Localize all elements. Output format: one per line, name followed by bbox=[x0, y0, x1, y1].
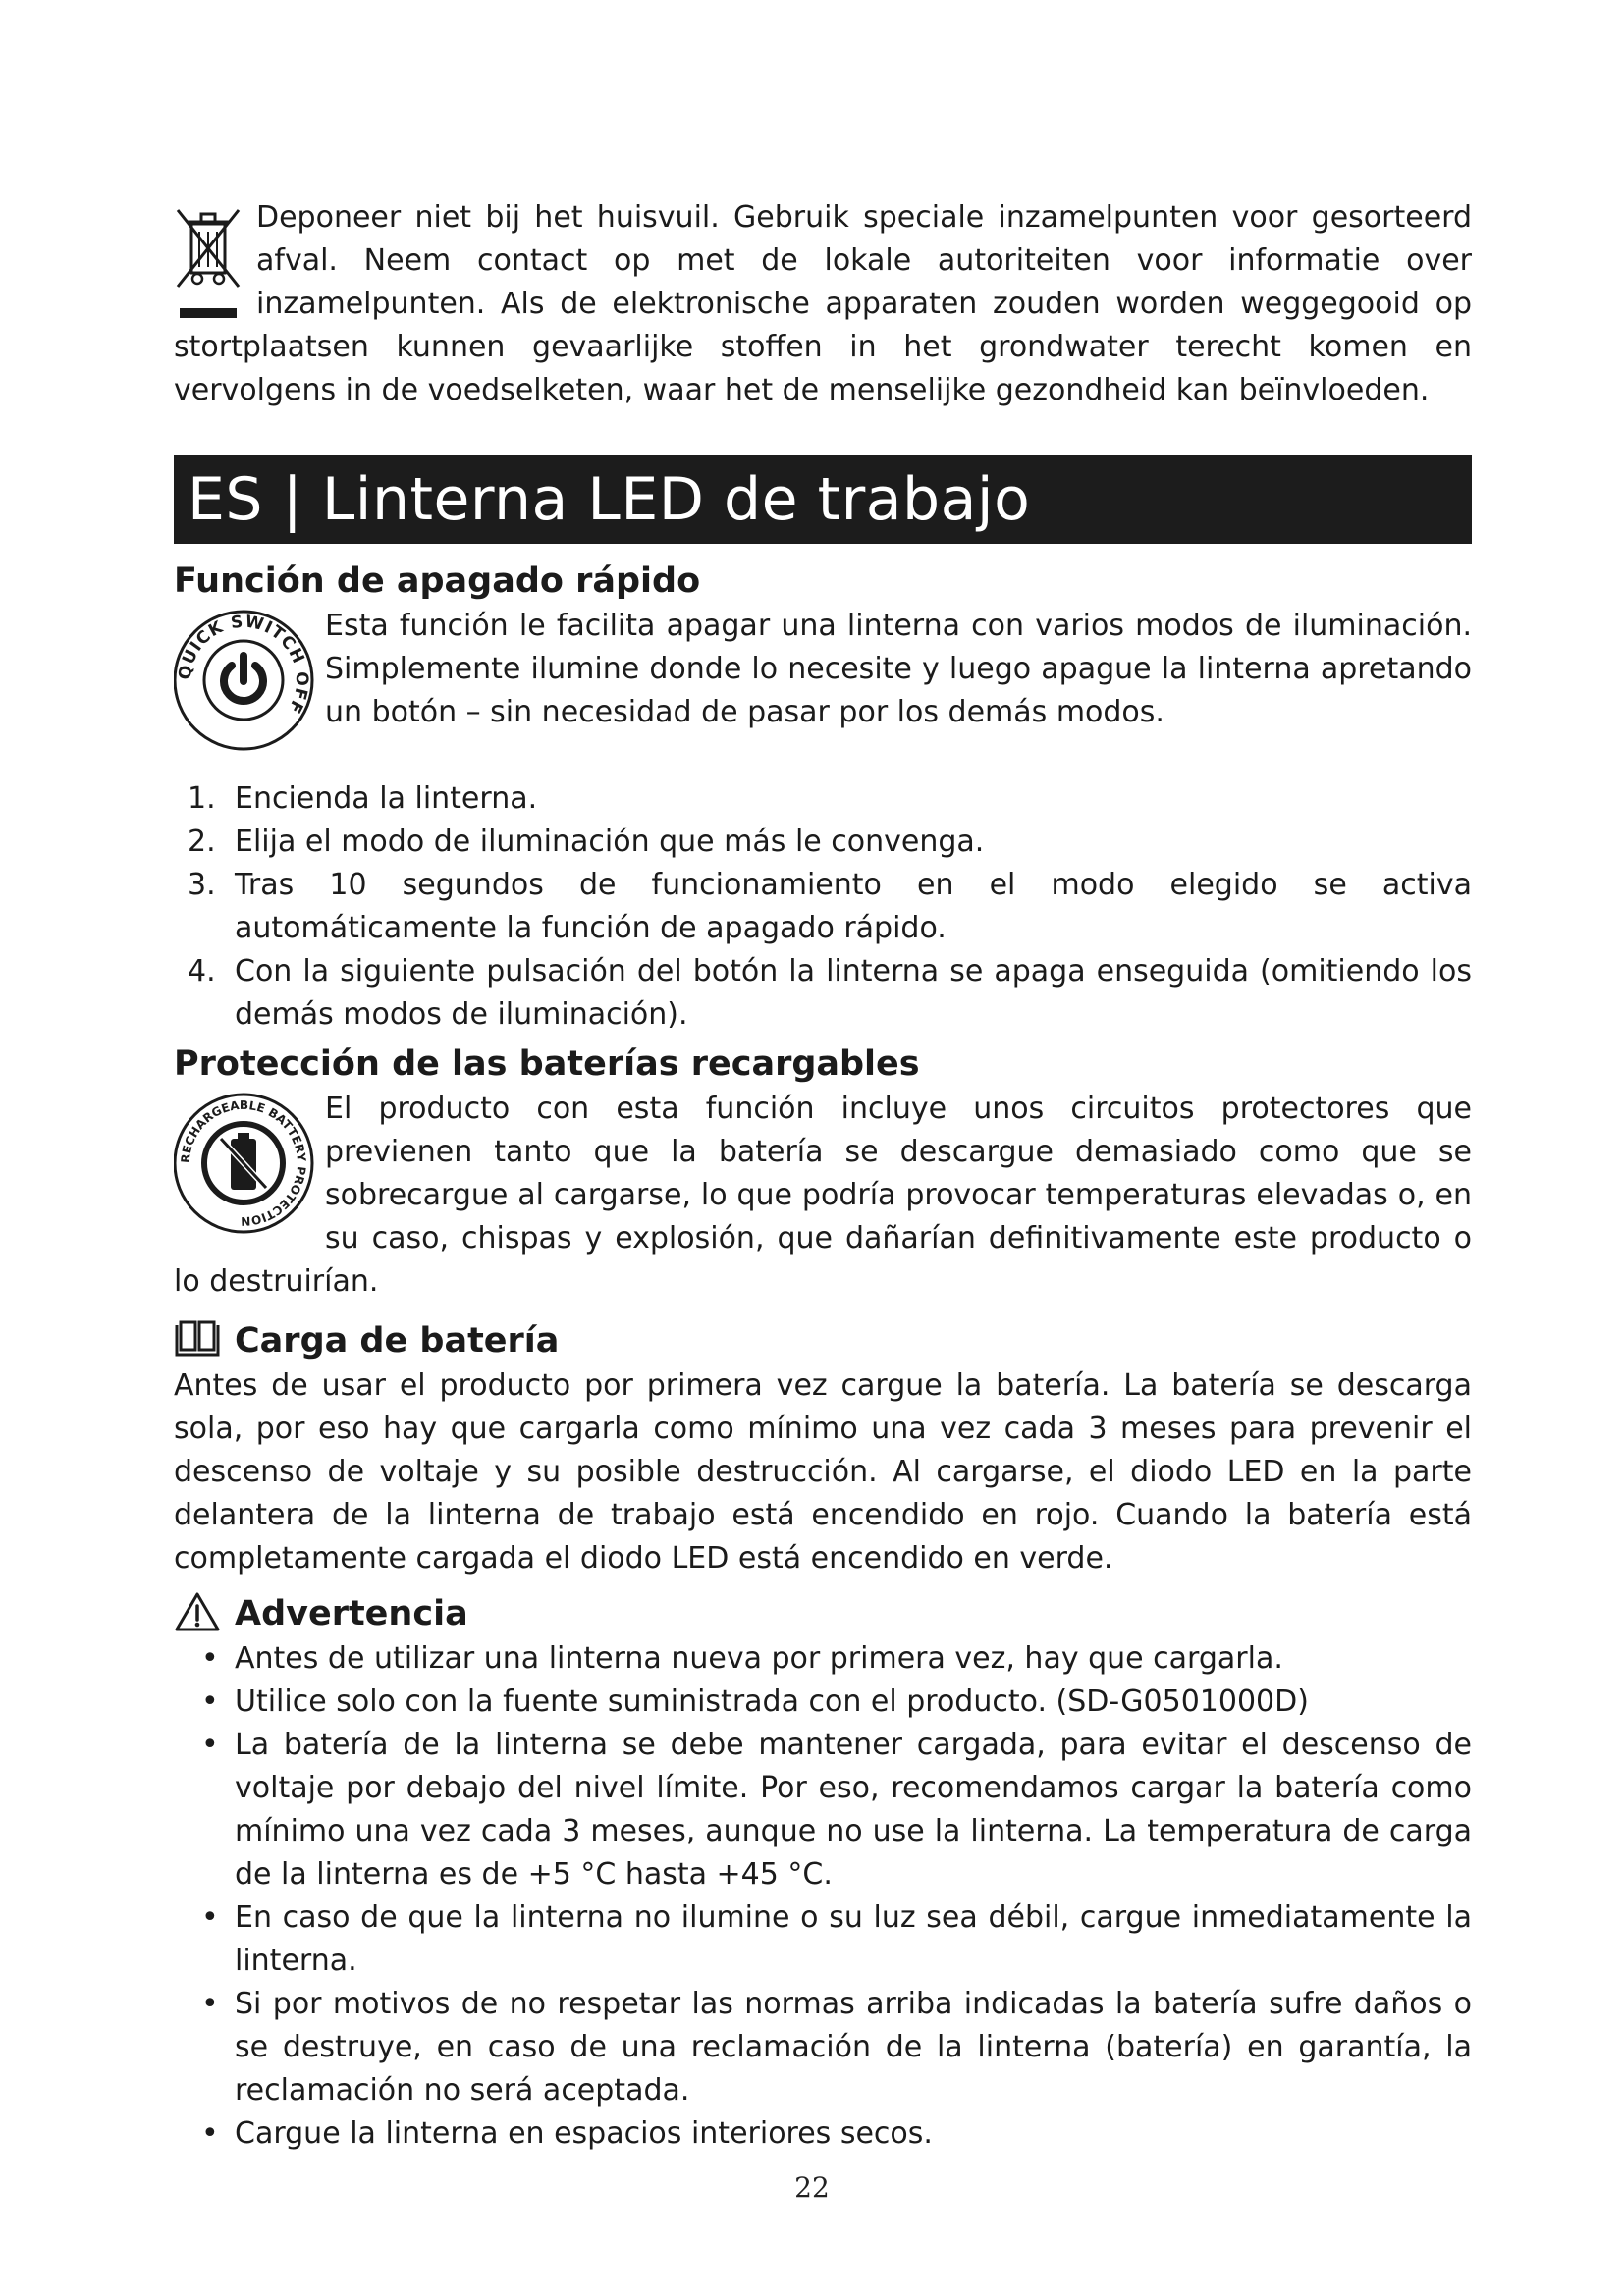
battery-protection-text: El producto con esta función incluye unos circuitos protectores que previenen tanto que la batería se descargue demasiado como que se sobrecargue al cargarse, lo que podría provocar temperaturas elevadas o, en su caso, chispas y explosión, que dañarían definitivamente este producto o lo destruirían. bbox=[174, 1092, 1472, 1299]
charging-text: Antes de usar el producto por primera vez cargue la batería. La batería se descarga sola, por eso hay que cargarla como mínimo una vez cada 3 meses para prevenir el descenso de voltaje y su posible destrucción. Al cargarse, el diodo LED en la parte delantera de la linterna de trabajo está encendido en rojo. Cuando la batería está completamente cargada el diodo LED está encendido en verde. bbox=[174, 1368, 1472, 1575]
warning-heading: Advertencia bbox=[235, 1594, 468, 1633]
book-icon bbox=[174, 1319, 235, 1362]
list-item: 1. Encienda la linterna. bbox=[188, 781, 538, 816]
crossed-bin-icon bbox=[174, 200, 243, 322]
list-item: 2. Elija el modo de iluminación que más le convenga. bbox=[188, 825, 985, 859]
charging-section bbox=[174, 1317, 1472, 1580]
icon-ring-text: QUICK SWITCH OFF bbox=[175, 612, 312, 718]
rechargeable-battery-protection-icon bbox=[174, 1090, 317, 1237]
quick-switch-intro bbox=[174, 605, 1472, 754]
icon-ring-text: RECHARGEABLE BATTERY PROTECTION bbox=[178, 1097, 309, 1229]
charging-heading-row bbox=[174, 1317, 1472, 1364]
list-item: • La batería de la linterna se debe mantener cargada, para evitar el descenso de voltaje por debajo del nivel límite. Por eso, recomendamos cargar la batería como mínimo una vez cada 3 meses, aunque no use la linterna. La temperatura de carga de la linterna es de +5 °C hasta +45 °C. bbox=[174, 1724, 1472, 1896]
list-item: 3. Tras 10 segundos de funcionamiento en el modo elegido se activa automáticamente la función de apagado rápido. bbox=[188, 868, 1472, 945]
list-item: • Utilice solo con la fuente suministrada con el producto. (SD-G0501000D) bbox=[174, 1681, 1472, 1724]
battery-protection-heading: Protección de las baterías recargables bbox=[174, 1044, 920, 1084]
quick-switch-off-icon bbox=[174, 607, 317, 754]
warning-triangle-icon bbox=[174, 1591, 235, 1636]
section-banner: ES | Linterna LED de trabajo bbox=[174, 455, 1472, 544]
charging-heading: Carga de batería bbox=[235, 1321, 560, 1361]
warning-section bbox=[174, 1590, 1472, 2156]
warning-list bbox=[174, 1637, 1472, 2156]
list-item: • Antes de utilizar una linterna nueva por primera vez, hay que cargarla. bbox=[174, 1637, 1472, 1681]
quick-switch-heading: Función de apagado rápido bbox=[174, 561, 701, 601]
page-number: 22 bbox=[794, 2171, 830, 2204]
warning-heading-row bbox=[174, 1590, 1472, 1637]
weee-notice bbox=[174, 196, 1472, 412]
quick-switch-text: Esta función le facilita apagar una linterna con varios modos de iluminación. Simplemente ilumine donde lo necesite y luego apague la linterna apretando un botón – sin necesidad de pasar por los demás modos. bbox=[325, 609, 1472, 729]
list-item: • En caso de que la linterna no ilumine o su luz sea débil, cargue inmediatamente la linterna. bbox=[174, 1896, 1472, 1983]
weee-text: Deponeer niet bij het huisvuil. Gebruik speciale inzamelpunten voor gesorteerd afval. Neem contact op met de lokale autoriteiten voor informatie over inzamelpunten. Als de elektronische apparaten zouden worden weggegooid op stortplaatsen kunnen gevaarlijke stoffen in het grondwater terecht komen en vervolgens in de voedselketen, waar het de menselijke gezondheid kan beïnvloeden. bbox=[174, 200, 1472, 407]
list-item: • Si por motivos de no respetar las normas arriba indicadas la batería sufre daños o se destruye, en caso de una reclamación de la linterna (batería) en garantía, la reclamación no será aceptada. bbox=[174, 1983, 1472, 2112]
page-content bbox=[174, 196, 1472, 2156]
quick-switch-steps bbox=[174, 777, 1472, 1037]
list-item: 4. Con la siguiente pulsación del botón la linterna se apaga enseguida (omitiendo los demás modos de iluminación). bbox=[188, 954, 1472, 1032]
list-item: • Cargue la linterna en espacios interiores secos. bbox=[174, 2112, 1472, 2156]
quick-switch-section bbox=[174, 558, 1472, 1037]
battery-protection-intro bbox=[174, 1088, 1472, 1304]
battery-protection-section bbox=[174, 1041, 1472, 1304]
